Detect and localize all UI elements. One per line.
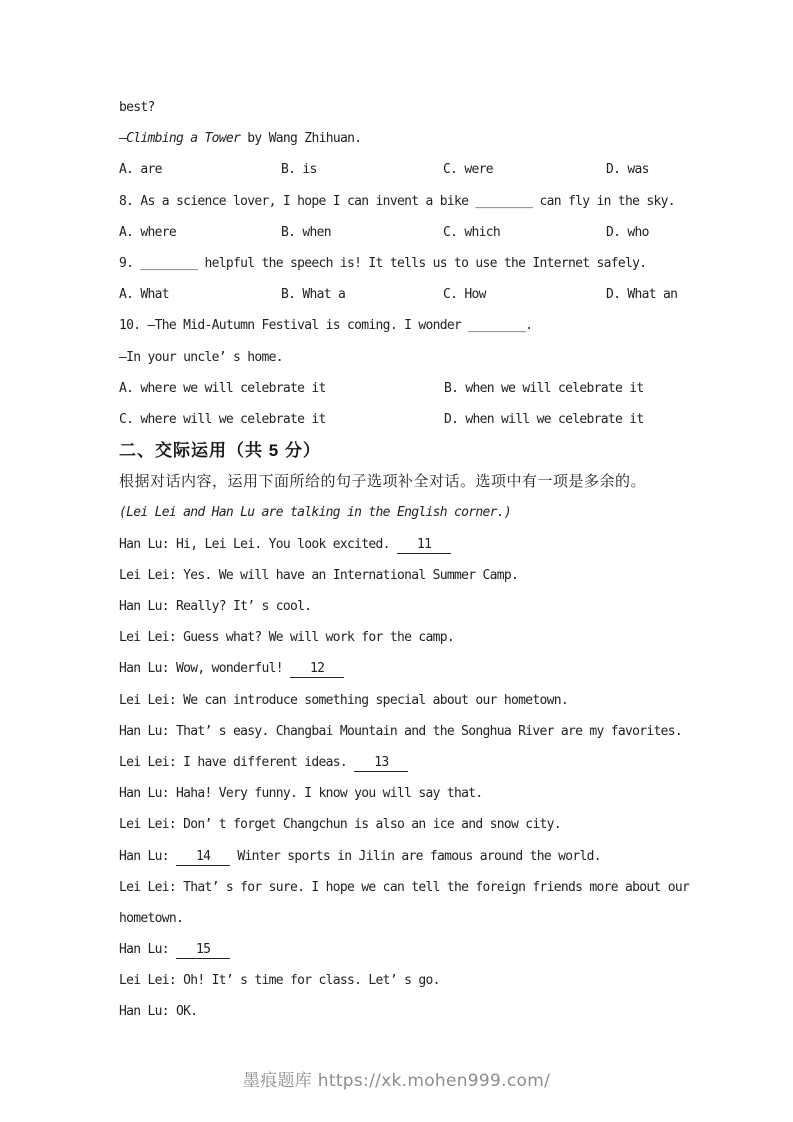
options-row (119, 404, 719, 435)
text-line (119, 685, 719, 716)
option-item: C. which (443, 224, 501, 240)
text-segment: Winter sports in Jilin are famous around the world. (230, 848, 601, 864)
watermark-text: 墨痕题库 https://xk.mohen999.com/ (242, 1071, 551, 1091)
text-line (119, 716, 719, 747)
text-segment: Lei Lei: We can introduce something special about our hometown. (119, 692, 568, 708)
text-line (119, 92, 719, 123)
text-line (119, 529, 719, 560)
text-segment: Han Lu: (119, 848, 177, 864)
answer-blank: 15 (176, 942, 230, 959)
text-segment: Han Lu: Hi, Lei Lei. You look excited. (119, 536, 397, 552)
watermark-footer (0, 1066, 793, 1091)
text-line (119, 342, 719, 373)
text-segment: Climbing a Tower (126, 131, 241, 147)
option-item: D. when will we celebrate it (444, 411, 644, 427)
exam-page-body (119, 92, 719, 1028)
option-item: B. What a (281, 287, 346, 303)
text-segment: Han Lu: OK. (119, 1004, 198, 1020)
option-item: A. What (119, 287, 169, 303)
text-line (119, 653, 719, 684)
text-line (119, 965, 719, 996)
text-segment: hometown. (119, 910, 184, 926)
answer-blank: 14 (176, 849, 230, 866)
options-row (119, 217, 719, 248)
option-item: B. is (281, 162, 317, 178)
text-segment: Lei Lei: Oh! It’ s time for class. Let’ s go. (119, 973, 440, 989)
text-segment: Lei Lei: Guess what? We will work for the camp. (119, 630, 454, 646)
option-item: C. How (443, 287, 486, 303)
text-segment: Lei Lei: Yes. We will have an International Summer Camp. (119, 567, 519, 583)
option-item: D. who (606, 224, 649, 240)
option-item: B. when (281, 224, 331, 240)
options-row (119, 373, 719, 404)
text-line (119, 248, 719, 279)
text-line (119, 622, 719, 653)
option-item: D. What an (606, 287, 678, 303)
option-item: A. are (119, 162, 162, 178)
text-segment: Lei Lei: I have different ideas. (119, 754, 355, 770)
answer-blank: 11 (397, 537, 451, 554)
text-segment: best? (119, 100, 155, 115)
option-item: D. was (606, 162, 649, 178)
text-segment: Han Lu: Wow, wonderful! (119, 661, 291, 677)
text-segment: — (119, 131, 127, 147)
text-segment: Lei Lei: Don’ t forget Changchun is also an ice and snow city. (119, 817, 561, 833)
text-line (119, 934, 719, 965)
text-segment: Han Lu: Really? It’ s cool. (119, 599, 312, 614)
text-line (119, 903, 719, 934)
text-line (119, 747, 719, 778)
text-line (119, 497, 719, 528)
text-segment: 根据对话内容，运用下面所给的句子选项补全对话。选项中有一项是多余的。 (119, 473, 647, 491)
option-item: A. where we will celebrate it (119, 380, 326, 396)
text-segment: —In your uncle’ s home. (119, 349, 283, 365)
text-line (119, 591, 719, 622)
text-segment: Han Lu: Haha! Very funny. I know you will say that. (119, 786, 483, 802)
text-segment: 二、交际运用（共 5 分） (119, 441, 321, 461)
text-line (119, 560, 719, 591)
option-item: C. where will we celebrate it (119, 411, 326, 427)
option-item: A. where (119, 224, 177, 240)
text-line (119, 809, 719, 840)
text-segment: by Wang Zhihuan. (240, 131, 362, 147)
text-segment: 9. ________ helpful the speech is! It tells us to use the Internet safely. (119, 255, 647, 271)
text-line (119, 123, 719, 154)
text-line (119, 841, 719, 872)
options-row (119, 154, 719, 185)
text-segment: Lei Lei: That’ s for sure. I hope we can tell the foreign friends more about our (119, 879, 690, 895)
option-item: C. were (443, 162, 493, 178)
answer-blank: 12 (290, 661, 344, 678)
text-segment: 8. As a science lover, I hope I can invent a bike ________ can fly in the sky. (119, 193, 675, 209)
text-segment: 10. —The Mid-Autumn Festival is coming. I wonder ________. (119, 318, 533, 334)
text-line (119, 872, 719, 903)
option-item: B. when we will celebrate it (444, 380, 644, 396)
answer-blank: 13 (354, 755, 408, 772)
text-line (119, 310, 719, 341)
options-row (119, 279, 719, 310)
instructions-line (119, 466, 719, 497)
text-line (119, 186, 719, 217)
section-heading (119, 435, 719, 466)
text-segment: (Lei Lei and Han Lu are talking in the English corner.) (119, 505, 511, 521)
text-line (119, 778, 719, 809)
text-line (119, 996, 719, 1027)
text-segment: Han Lu: (119, 942, 177, 958)
text-segment: Han Lu: That’ s easy. Changbai Mountain and the Songhua River are my favorites. (119, 723, 683, 739)
